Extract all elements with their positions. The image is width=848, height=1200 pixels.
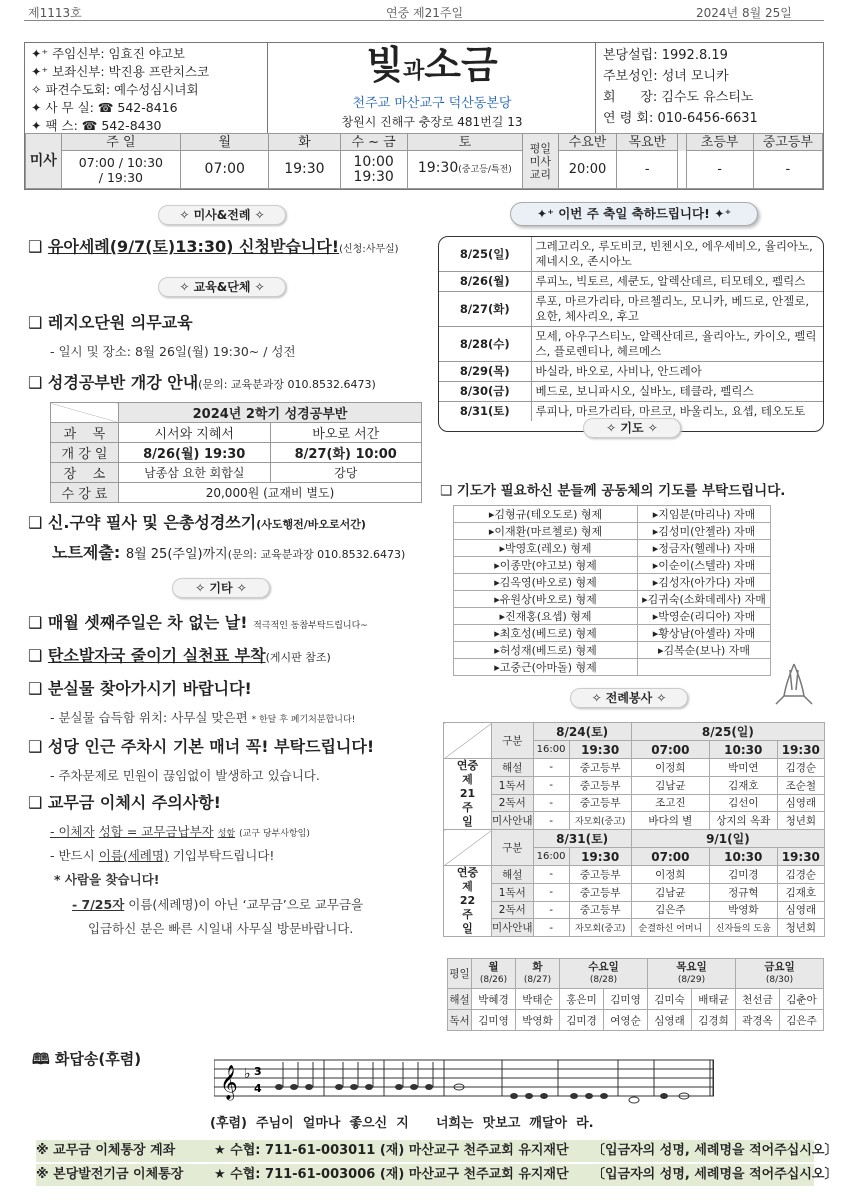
psalm-score (214, 1048, 714, 1106)
svg-text:♭: ♭ (244, 1066, 251, 1082)
weekday-row: 독서 김미영 박영화 김미경 여영순 심영래 김경희 곽경옥 김은주 (448, 1010, 824, 1031)
book-icon: 🕮 (32, 1050, 50, 1068)
service-row: 2독서 - 중고등부 김은주 박영화 심영래 (444, 901, 825, 919)
prayer-row: ▸이종만(야고보) 형제 ▸이순이(스텔라) 자매 (454, 557, 771, 574)
prayer-row: ▸박영호(레오) 형제 ▸정금자(헬레나) 자매 (454, 540, 771, 557)
notice-copy-submit: 노트제출: 8월 25(주일)까지(문의: 교육분과장 010.8532.6473) (52, 543, 406, 562)
clergy-item: ✧ 파견수도회: 예수성심시녀회 (31, 82, 199, 97)
psalm-lyrics: (후렴) 주님이 얼마나 좋으신 지 너희는 맛보고 깨달아 라. (210, 1116, 594, 1131)
prayer-row: ▸이재환(마르첼로) 형제 ▸김성미(안젤라) 자매 (454, 523, 771, 540)
service-row: 1독서 - 중고등부 김남균 김재호 조순철 (444, 776, 825, 794)
section-feast: ✦⁺ 이번 주 축일 축하드립니다! ✦⁺ (510, 202, 758, 226)
fee-line-2: - 반드시 이름(세례명) 기입부탁드립니다! (50, 848, 275, 863)
fee-line-4: - 7/25자 이름(세례명)이 아닌 ‘교무금’으로 교무금을 (72, 897, 364, 912)
bible-class-table: 2024년 2학기 성경공부반 과 목 시서와 지혜서 바오로 서간 개 강 일 8/26(월) 19:30 8/27(화) 10:00 장 소 남종삼 요한 회합실 강당 수 강 료 20,000원 (교재비 별도) (50, 402, 422, 503)
issue-number: 제1113호 (28, 6, 82, 20)
service-row: 1독서 - 중고등부 김남균 정규혁 김재호 (444, 883, 825, 901)
section-education: ✧ 교육&단체 ✧ (158, 277, 286, 297)
clergy-item: ✦⁺ 주임신부: 임효진 야고보 (31, 46, 185, 61)
service-row: 2독서 - 중고등부 조고진 김선이 심영래 (444, 794, 825, 812)
fee-line-1: - 이체자 성함 = 교무금납부자 성함 (교구 당부사항임) (50, 824, 310, 839)
svg-text:3: 3 (254, 1065, 262, 1078)
notice-parking: ❑ 성당 인근 주차시 기본 매너 꼭! 부탁드립니다! (28, 737, 375, 756)
prayer-list (453, 505, 771, 676)
section-prayer: ✧ 기도 ✧ (583, 418, 681, 438)
treble-clef-icon: 𝄞 (220, 1065, 238, 1100)
service-row: 연중 제 21 주 일 해설 - 중고등부 이정희 박미연 김경순 (444, 759, 825, 777)
prayer-row: ▸유원상(바오로) 형제 ▸김귀숙(소화데레사) 자매 (454, 591, 771, 608)
lost-detail: - 분실물 습득함 위치: 사무실 맞은편 * 한달 후 폐기처분합니다! (50, 710, 356, 725)
section-mass-liturgy: ✧ 미사&전례 ✧ (158, 205, 286, 225)
notice-bible: ❑ 성경공부반 개강 안내(문의: 교육분과장 010.8532.6473) (28, 373, 376, 392)
section-liturgy-service: ✧ 전례봉사 ✧ (570, 688, 688, 708)
clergy-list (31, 45, 209, 135)
notice-no-car: ❑ 매월 셋째주일은 차 없는 날! 적극적인 동참부탁드립니다~ (28, 613, 368, 632)
prayer-title: ❑ 기도가 필요하신 분들께 공동체의 기도를 부탁드립니다. (440, 483, 786, 499)
mass-schedule: 미사 주 일 월 화 수 ~ 금 토 평일 미사 교리 수요반 목요반 초등부 중고등부 07:00 / 10:30 / 19:30 07:00 19:30 10:00 19:30 19:30(중고등/특전) 20:00 - - - (25, 133, 823, 189)
feast-row: 8/31(토) 루피나, 마르가리타, 마르코, 바울리노, 요셉, 테오도토 (439, 402, 823, 422)
service-row: 미사안내 - 자모회(중고) 순결하신 어머니 신자들의 도움 청년회 (444, 919, 825, 937)
paper-title: 빛과소금 (366, 43, 498, 87)
issue-date: 2024년 8월 25일 (696, 6, 792, 20)
bank-row-2: ※ 본당발전기금 이체통장 ★ 수협: 711-61-003006 (재) 마산교구 천주교회 유지재단 〔입금자의 성명, 세례명을 적어주십시오〕 (36, 1164, 814, 1186)
fee-line-3: * 사람을 찾습니다! (54, 872, 160, 887)
notice-legio: ❑ 레지오단원 의무교육 (28, 313, 193, 332)
psalm-title: 🕮 화답송(후렴) (32, 1050, 142, 1068)
weekday-service-table: 평일 월 (8/26) 화 (8/27) 수요일 (8/28) 목요일 (8/29) 금요일 (8/30) 해설 박혜경 박태순 홍은미 김미영 김미숙 배태균 천선금 김춘아 독서 김미영 박영화 김미경 여영순 심영래 김경희 곽경옥 김은주 (447, 958, 824, 1031)
parish-info: 본당설립: 1992.8.19 주보성인: 성녀 모니카 회 장: 김수도 유스티노 연 령 회: 010-6456-6631 (603, 48, 758, 126)
notice-carbon: ❑ 탄소발자국 줄이기 실천표 부착(게시판 참조) (28, 646, 331, 665)
prayer-row: ▸김형규(테오도로) 형제 ▸지임분(마리나) 자매 (454, 506, 771, 523)
feast-row: 8/25(일) 그레고리오, 루도비코, 빈첸시오, 에우세비오, 율리아노, 제네시오, 존시아노 (439, 237, 823, 272)
feast-row: 8/26(월) 루피노, 빅토르, 세쿤도, 알렉산데르, 티모테오, 펠릭스 (439, 272, 823, 292)
notice-fee: ❑ 교무금 이체시 주의사항! (28, 793, 221, 812)
prayer-row: ▸허성재(베드로) 형제 ▸김복순(보나) 자매 (454, 642, 771, 659)
legio-detail: - 일시 및 장소: 8월 26일(월) 19:30~ / 성전 (50, 344, 296, 359)
weekday-row: 해설 박혜경 박태순 홍은미 김미영 김미숙 배태균 천선금 김춘아 (448, 989, 824, 1010)
notice-copy-bible: ❑ 신.구약 필사 및 은총성경쓰기(사도행전/바오로서간) (28, 513, 366, 532)
feast-row: 8/30(금) 베드로, 보니파시오, 실바노, 테클라, 펠릭스 (439, 382, 823, 402)
masthead (269, 43, 595, 130)
parish-address: 창원시 진해구 충장로 481번길 13 (341, 115, 523, 129)
feast-row: 8/29(목) 바실라, 바오로, 사비나, 안드레아 (439, 362, 823, 382)
clergy-item: ✦⁺ 보좌신부: 박진용 프란치스코 (31, 64, 210, 79)
feast-row: 8/27(화) 루포, 마르가리타, 마르첼리노, 모니카, 베드로, 안젤로, 요한, 체사리오, 후고 (439, 292, 823, 327)
prayer-row: ▸김옥영(바오로) 형제 ▸김성자(아가다) 자매 (454, 574, 771, 591)
clergy-item: ✦ 팩 스: ☎ 542-8430 (31, 118, 162, 133)
parking-detail: - 주차문제로 민원이 끊임없이 발생하고 있습니다. (50, 768, 320, 783)
prayer-row: ▸고중근(아마돌) 형제 (454, 659, 771, 676)
service-row: 연중 제 22 주 일 해설 - 중고등부 이정희 김미경 김경순 (444, 866, 825, 884)
prayer-row: ▸진재홍(요셉) 형제 ▸박영순(리디아) 자매 (454, 608, 771, 625)
season: 연중 제21주일 (386, 6, 464, 20)
masthead-box (24, 42, 824, 190)
notice-baptism: ❑ 유아세례(9/7(토)13:30) 신청받습니다!(신청:사무실) (28, 237, 399, 256)
liturgy-service-table: 구분 8/24(토) 8/25(일) 16:00 19:30 07:00 10:30 19:30 연중 제 21 주 일 해설 - 중고등부 이정희 박미연 김경순 1독서 - 중고등부 김남균 김재호 조순철 2독서 - 중고등부 조고진 김선이 심영래 미사안내 - 자모회(중고) 바다의 별 상지의 옥좌 청년회 구분 8/31(토) 9/1(일) 16:00 19:30 07:00 10:30 19:30 연중 제 22 주 일 해설 - 중고등부 이정희 김미경 김경순 1독서 - 중고등부 김남균 정규혁 김재호 2독서 - 중고등부 김은주 박영화 심영래 미사안내 - 자모회(중고) 순결하신 어머니 신자들의 도움 청년회 (443, 722, 825, 937)
feast-box (438, 236, 824, 432)
clergy-item: ✦ 사 무 실: ☎ 542-8416 (31, 100, 178, 115)
feast-row: 8/28(수) 모세, 아우구스티노, 알렉산데르, 율리아노, 카이오, 펠릭스, 플로렌티나, 헤르메스 (439, 327, 823, 362)
notice-lost: ❑ 분실물 찾아가시기 바랍니다! (28, 679, 252, 698)
fee-line-5: 입금하신 분은 빠른 시일내 사무실 방문바랍니다. (88, 921, 354, 936)
section-etc: ✧ 기타 ✧ (172, 578, 270, 598)
prayer-row: ▸최호성(베드로) 형제 ▸황상남(아셀라) 자매 (454, 625, 771, 642)
service-row: 미사안내 - 자모회(중고) 바다의 별 상지의 옥좌 청년회 (444, 812, 825, 830)
praying-hands-icon (766, 660, 822, 708)
svg-text:4: 4 (254, 1082, 262, 1095)
parish-name: 천주교 마산교구 덕산동본당 (352, 96, 512, 111)
bank-row-1: ※ 교무금 이체통장 계좌 ★ 수협: 711-61-003011 (재) 마산교구 천주교회 유지재단 〔입금자의 성명, 세례명을 적어주십시오〕 (36, 1140, 814, 1162)
